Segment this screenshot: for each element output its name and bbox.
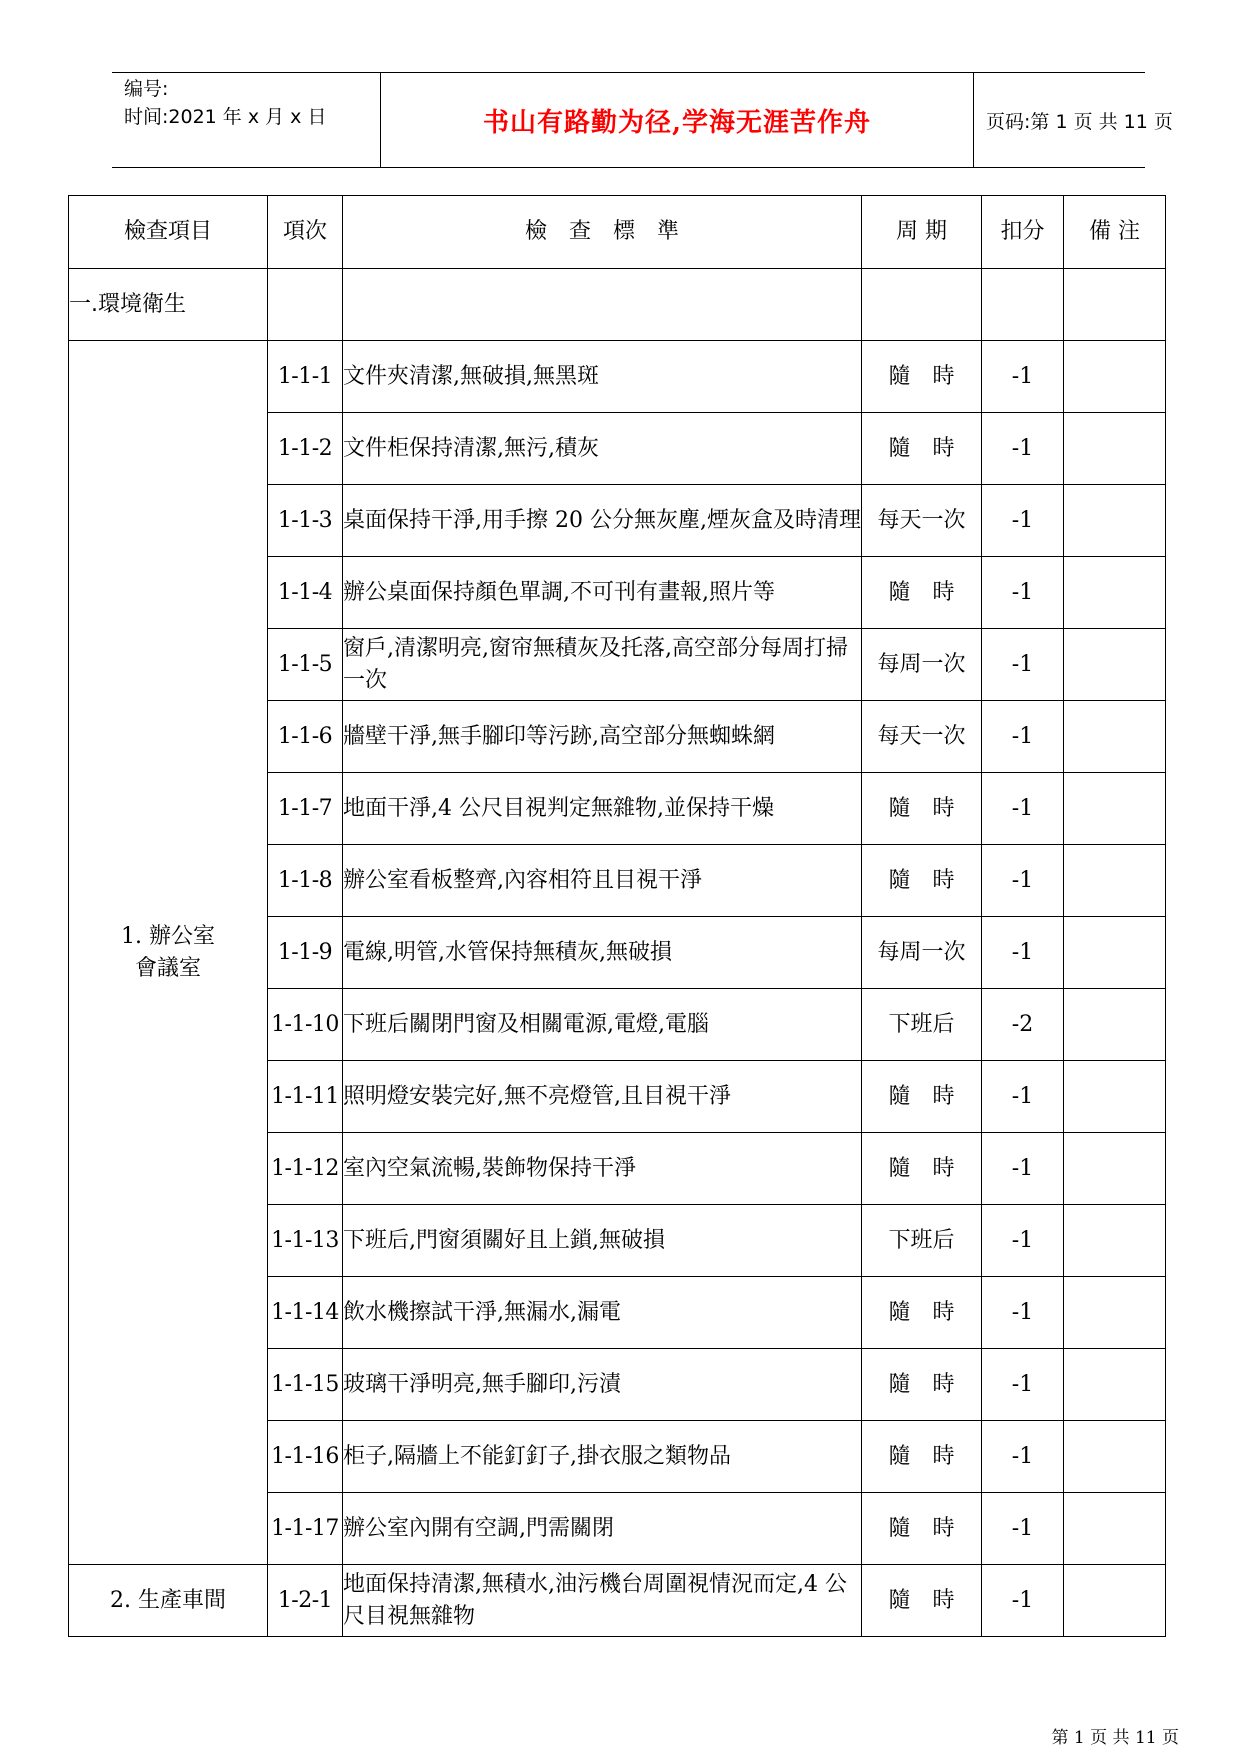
row-standard: 飲水機擦試干淨,無漏水,漏電 [343,1277,862,1349]
row-period: 下班后 [862,989,982,1061]
row-note [1064,845,1166,917]
row-note [1064,1061,1166,1133]
row-period: 每周一次 [862,917,982,989]
row-standard: 牆壁干淨,無手腳印等污跡,高空部分無蜘蛛網 [343,701,862,773]
row-deduct: -1 [982,1349,1064,1421]
row-code: 1-1-9 [268,917,343,989]
row-period: 隨 時 [862,413,982,485]
row-standard: 玻璃干淨明亮,無手腳印,污漬 [343,1349,862,1421]
row-period: 隨 時 [862,1061,982,1133]
row-note [1064,1349,1166,1421]
row-deduct: -1 [982,1565,1064,1637]
category-office-label: 1. 辦公室 [121,923,215,949]
row-note [1064,701,1166,773]
row-deduct: -1 [982,341,1064,413]
row-deduct: -1 [982,557,1064,629]
category-office-meeting-room [69,341,268,1565]
row-standard: 下班后,門窗須關好且上鎖,無破損 [343,1205,862,1277]
row-note [1064,1493,1166,1565]
section-empty-cell [343,269,862,341]
row-period: 隨 時 [862,1277,982,1349]
row-code: 1-1-7 [268,773,343,845]
table-row [69,1565,1166,1637]
header-motto: 书山有路勤为径,学海无涯苦作舟 [380,73,974,167]
row-standard: 照明燈安裝完好,無不亮燈管,且目視干淨 [343,1061,862,1133]
row-standard: 窗戶,清潔明亮,窗帘無積灰及托落,高空部分每周打掃一次 [343,629,862,701]
row-note [1064,989,1166,1061]
row-standard: 地面干淨,4 公尺目視判定無雜物,並保持干燥 [343,773,862,845]
row-standard: 桌面保持干淨,用手擦 20 公分無灰塵,煙灰盒及時清理 [343,485,862,557]
row-deduct: -1 [982,1421,1064,1493]
row-note [1064,773,1166,845]
section-empty-cell [1064,269,1166,341]
row-code: 1-1-13 [268,1205,343,1277]
document-header [112,72,1173,168]
row-code: 1-1-1 [268,341,343,413]
row-code: 1-1-17 [268,1493,343,1565]
row-deduct: -1 [982,845,1064,917]
row-deduct: -1 [982,1205,1064,1277]
section-title: 一.環境衛生 [69,269,268,341]
row-code: 1-1-8 [268,845,343,917]
row-standard: 柜子,隔牆上不能釘釘子,掛衣服之類物品 [343,1421,862,1493]
row-deduct: -1 [982,629,1064,701]
column-header-deduct: 扣分 [982,196,1064,269]
row-note [1064,485,1166,557]
row-code: 1-1-6 [268,701,343,773]
header-meta [112,73,380,167]
row-period: 隨 時 [862,773,982,845]
column-header-period: 周 期 [862,196,982,269]
table-row [69,341,1166,413]
page-footer: 第 1 页 共 11 页 [1051,1728,1179,1748]
row-standard: 辦公桌面保持顏色單調,不可刊有畫報,照片等 [343,557,862,629]
row-note [1064,1277,1166,1349]
row-standard: 室內空氣流暢,裝飾物保持干淨 [343,1133,862,1205]
row-deduct: -2 [982,989,1064,1061]
section-row [69,269,1166,341]
row-deduct: -1 [982,917,1064,989]
row-code: 1-1-3 [268,485,343,557]
inspection-table [68,195,1166,1637]
row-note [1064,1421,1166,1493]
row-period: 隨 時 [862,1565,982,1637]
row-period: 隨 時 [862,341,982,413]
row-deduct: -1 [982,1133,1064,1205]
header-time-label: 时间:2021 年 x 月 x 日 [124,106,327,128]
row-note [1064,629,1166,701]
row-standard: 辦公室內開有空調,門需關閉 [343,1493,862,1565]
section-empty-cell [862,269,982,341]
row-period: 每周一次 [862,629,982,701]
row-code: 1-1-12 [268,1133,343,1205]
row-note [1064,557,1166,629]
row-deduct: -1 [982,413,1064,485]
row-standard: 文件夾清潔,無破損,無黑斑 [343,341,862,413]
row-period: 下班后 [862,1205,982,1277]
category-meeting-room-label: 會議室 [134,955,201,981]
row-period: 隨 時 [862,557,982,629]
category-production-workshop: 2. 生產車間 [69,1565,268,1637]
row-period: 隨 時 [862,1493,982,1565]
column-header-code: 項次 [268,196,343,269]
section-empty-cell [982,269,1064,341]
section-empty-cell [268,269,343,341]
row-code: 1-1-5 [268,629,343,701]
row-period: 每天一次 [862,701,982,773]
row-deduct: -1 [982,1061,1064,1133]
row-code: 1-1-4 [268,557,343,629]
row-code: 1-1-14 [268,1277,343,1349]
row-note [1064,413,1166,485]
row-code: 1-1-2 [268,413,343,485]
row-standard: 辦公室看板整齊,內容相符且目視干淨 [343,845,862,917]
row-code: 1-2-1 [268,1565,343,1637]
row-deduct: -1 [982,1277,1064,1349]
row-deduct: -1 [982,485,1064,557]
row-standard: 電線,明管,水管保持無積灰,無破損 [343,917,862,989]
row-code: 1-1-15 [268,1349,343,1421]
row-note [1064,917,1166,989]
row-period: 隨 時 [862,1421,982,1493]
column-header-note: 備 注 [1064,196,1166,269]
row-code: 1-1-11 [268,1061,343,1133]
row-code: 1-1-16 [268,1421,343,1493]
row-deduct: -1 [982,773,1064,845]
row-note [1064,1205,1166,1277]
row-standard: 下班后關閉門窗及相關電源,電燈,電腦 [343,989,862,1061]
row-period: 每天一次 [862,485,982,557]
row-note [1064,1133,1166,1205]
row-period: 隨 時 [862,845,982,917]
row-deduct: -1 [982,701,1064,773]
row-code: 1-1-10 [268,989,343,1061]
row-period: 隨 時 [862,1349,982,1421]
header-number-label: 编号: [124,78,169,100]
row-period: 隨 時 [862,1133,982,1205]
row-note [1064,1565,1166,1637]
column-header-standard: 檢 查 標 準 [343,196,862,269]
header-page-info: 页码:第 1 页 共 11 页 [986,110,1173,133]
column-header-item: 檢查項目 [69,196,268,269]
table-header-row [69,196,1166,269]
row-standard: 文件柜保持清潔,無污,積灰 [343,413,862,485]
row-deduct: -1 [982,1493,1064,1565]
row-standard: 地面保持清潔,無積水,油污機台周圍視情況而定,4 公尺目視無雜物 [343,1565,862,1637]
row-note [1064,341,1166,413]
